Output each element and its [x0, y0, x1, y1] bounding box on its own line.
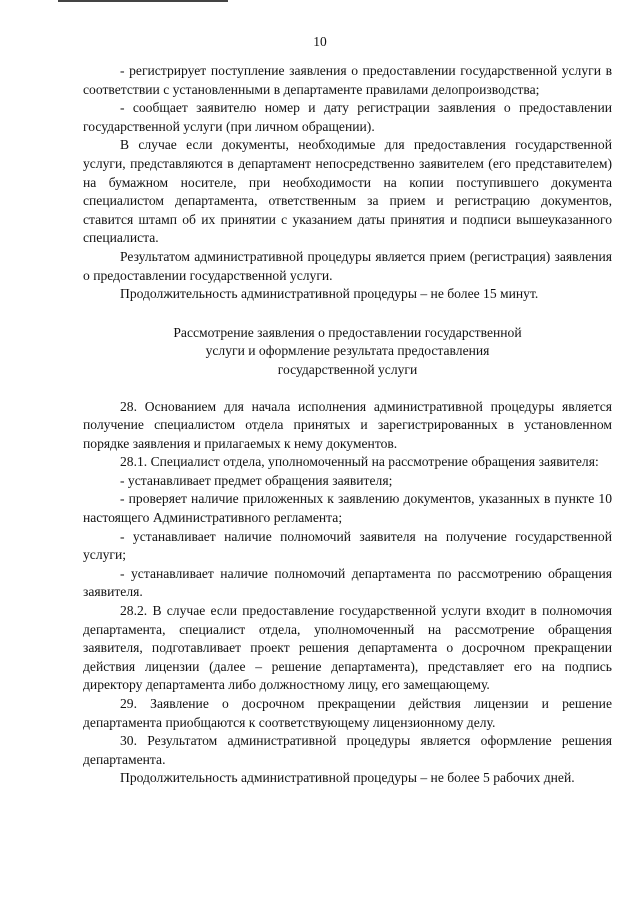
paragraph: В случае если документы, необходимые для предоставления государственной услуги, представляются в департамент непосредственно заявителем (его представителем) на бумажном носителе, при необходимости на копии поступившего документа специалистом департамента, ответственным за прием и регистрацию документов, ставится штамп об их принятии с указанием даты принятия и подписи вышеуказанного специалиста. — [83, 137, 612, 246]
paragraph: - сообщает заявителю номер и дату регистрации заявления о предоставлении государственной услуги (при личном обращении). — [83, 100, 612, 134]
paragraph: - устанавливает наличие полномочий заявителя на получение государственной услуги; — [83, 528, 612, 563]
top-rule — [58, 0, 228, 2]
paragraph: 29. Заявление о досрочном прекращении действия лицензии и решение департамента приобщаются к соответствующему лицензионному делу. — [83, 696, 612, 730]
paragraph: Продолжительность административной процедуры – не более 15 минут. — [120, 286, 539, 302]
paragraph: - устанавливает наличие полномочий департамента по рассмотрению обращения заявителя. — [83, 565, 612, 600]
page-number: 10 — [313, 34, 327, 49]
document-body — [83, 62, 612, 788]
paragraph: 28. Основанием для начала исполнения административной процедуры является получение специалистом отдела принятых и зарегистрированных в установленном порядке заявления и прилагаемых к нему документов. — [83, 398, 612, 451]
paragraph: 30. Результатом административной процедуры является оформление решения департамента. — [83, 733, 612, 767]
section-heading-line: услуги и оформление результата предоставления — [205, 343, 490, 359]
paragraph: - регистрирует поступление заявления о предоставлении государственной услуги в соответствии с установленными в департаменте правилами делопроизводства; — [83, 63, 612, 97]
section-heading — [83, 324, 612, 380]
section-heading-line: Рассмотрение заявления о предоставлении государственной — [173, 324, 522, 340]
paragraph: 28.2. В случае если предоставление государственной услуги входит в полномочия департамента, специалист отдела, уполномоченный на рассмотрение обращения заявителя, подготавливает проект решения департамента о досрочном прекращении действия лицензии (далее – решение департамента), представляет его на подпись директору департамента либо должностному лицу, его замещающему. — [83, 603, 612, 693]
paragraph: Продолжительность административной процедуры – не более 5 рабочих дней. — [120, 770, 575, 786]
paragraph: 28.1. Специалист отдела, уполномоченный на рассмотрение обращения заявителя: — [120, 454, 599, 470]
section-heading-line: государственной услуги — [277, 361, 418, 377]
paragraph: - проверяет наличие приложенных к заявлению документов, указанных в пункте 10 настоящего Административного регламента; — [83, 491, 612, 526]
paragraph: Результатом административной процедуры является прием (регистрация) заявления о предоставлении государственной услуги. — [83, 248, 612, 283]
paragraph: - устанавливает предмет обращения заявителя; — [120, 472, 393, 488]
